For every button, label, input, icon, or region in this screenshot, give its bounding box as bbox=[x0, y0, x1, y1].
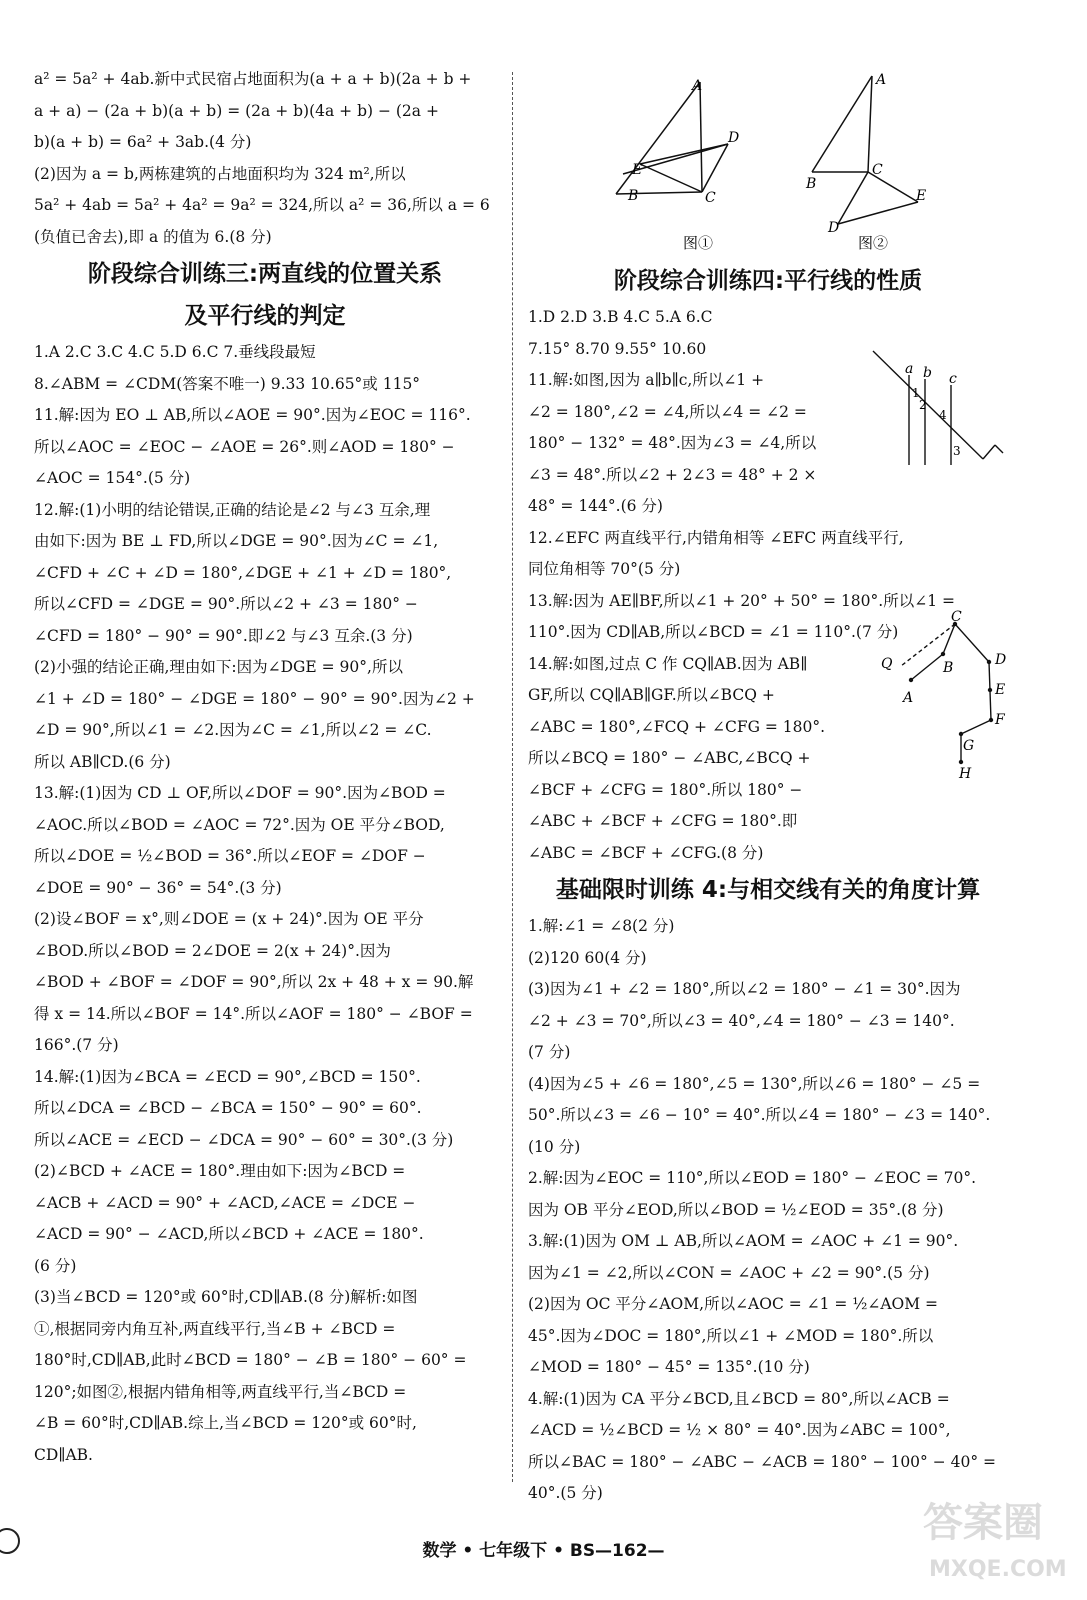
text-line: ∠ACB + ∠ACD = 90° + ∠ACD,∠ACE = ∠DCE − bbox=[34, 1193, 416, 1212]
text-line: 180° − 132° = 48°.因为∠3 = ∠4,所以 bbox=[528, 434, 817, 452]
text-line: 166°.(7 分) bbox=[34, 1036, 119, 1054]
text-line: (3)因为∠1 + ∠2 = 180°,所以∠2 = 180° − ∠1 = 30°.因为 bbox=[528, 980, 961, 998]
text-line: (2)小强的结论正确,理由如下:因为∠DGE = 90°,所以 bbox=[34, 658, 403, 676]
svg-text:3: 3 bbox=[953, 444, 961, 458]
text-line: 1.D 2.D 3.B 4.C 5.A 6.C bbox=[528, 308, 713, 326]
text-line: 2.解:因为∠EOC = 110°,所以∠EOD = 180° − ∠EOC = 70°. bbox=[528, 1169, 977, 1187]
fig1-label-d: D bbox=[728, 130, 740, 146]
text-line: ∠B = 60°时,CD∥AB.综上,当∠BCD = 120°或 60°时, bbox=[34, 1414, 417, 1432]
svg-text:c: c bbox=[949, 371, 957, 387]
text-line: (2)因为 OC 平分∠AOM,所以∠AOC = ∠1 = ½∠AOM = bbox=[528, 1295, 939, 1313]
text-line: 所以∠AOC = ∠EOC − ∠AOE = 26°.则∠AOD = 180° − bbox=[34, 437, 455, 456]
text-line: 因为 OB 平分∠EOD,所以∠BOD = ½∠EOD = 35°.(8 分) bbox=[528, 1200, 944, 1219]
text-line: 5a² + 4ab = 5a² + 4a² = 9a² = 324,所以 a² = 36,所以 a = 6 bbox=[34, 196, 490, 214]
text-line: 1.A 2.C 3.C 4.C 5.D 6.C 7.垂线段最短 bbox=[34, 343, 316, 361]
fig2-label-d: D bbox=[828, 220, 840, 236]
text-line: (6 分) bbox=[34, 1256, 77, 1275]
text-line: 13.解:因为 AE∥BF,所以∠1 + 20° + 50° = 180°.所以∠1 = bbox=[528, 591, 955, 610]
text-line: 所以 AB∥CD.(6 分) bbox=[34, 752, 171, 771]
text-line: ∠D = 90°,所以∠1 = ∠2.因为∠C = ∠1,所以∠2 = ∠C. bbox=[34, 721, 432, 739]
text-line: ∠ABC + ∠BCF + ∠CFG = 180°.即 bbox=[528, 812, 798, 830]
text-line: ∠CFD = 180° − 90° = 90°.即∠2 与∠3 互余.(3 分) bbox=[34, 626, 413, 645]
svg-text:Q: Q bbox=[881, 656, 893, 672]
section-heading: 基础限时训练 4:与相交线有关的角度计算 bbox=[555, 877, 981, 903]
svg-text:1: 1 bbox=[912, 386, 920, 400]
svg-text:4: 4 bbox=[939, 408, 947, 422]
text-line: (2)设∠BOF = x°,则∠DOE = (x + 24)°.因为 OE 平分 bbox=[34, 910, 424, 928]
text-line: 110°.因为 CD∥AB,所以∠BCD = ∠1 = 110°.(7 分) bbox=[528, 623, 899, 641]
fig1-caption: 图① bbox=[683, 234, 714, 252]
text-line: 12.∠EFC 两直线平行,内错角相等 ∠EFC 两直线平行, bbox=[528, 528, 904, 547]
fig1-label-c: C bbox=[705, 190, 716, 206]
text-line: ∠2 + ∠3 = 70°,所以∠3 = 40°,∠4 = 180° − ∠3 = 140°. bbox=[528, 1011, 955, 1030]
section-heading: 阶段综合训练三:两直线的位置关系 bbox=[87, 261, 443, 287]
svg-text:B: B bbox=[943, 660, 954, 676]
text-line: 13.解:(1)因为 CD ⊥ OF,所以∠DOF = 90°.因为∠BOD = bbox=[34, 784, 446, 802]
text-line: (3)当∠BCD = 120°或 60°时,CD∥AB.(8 分)解析:如图 bbox=[34, 1288, 418, 1306]
svg-text:答案圈: 答案圈 bbox=[923, 1500, 1043, 1546]
text-line: 所以∠BAC = 180° − ∠ABC − ∠ACB = 180° − 100° − 40° = bbox=[528, 1452, 997, 1471]
text-line: 8.∠ABM = ∠CDM(答案不唯一) 9.33 10.65°或 115° bbox=[34, 374, 421, 393]
page-footer: 数学 • 七年级下 • BS—162— bbox=[422, 1541, 665, 1561]
right-column bbox=[528, 64, 1008, 1510]
column-divider bbox=[512, 72, 513, 1482]
text-line: CD∥AB. bbox=[34, 1445, 93, 1464]
fig1-label-b: B bbox=[628, 188, 639, 204]
text-line: 12.解:(1)小明的结论错误,正确的结论是∠2 与∠3 互余,理 bbox=[34, 500, 431, 519]
text-line: ∠ACD = ½∠BCD = ½ × 80° = 40°.因为∠ABC = 100°, bbox=[528, 1421, 951, 1439]
text-line: 得 x = 14.所以∠BOF = 14°.所以∠AOF = 180° − ∠BOF = bbox=[34, 1004, 473, 1023]
text-line: ∠ACD = 90° − ∠ACD,所以∠BCD + ∠ACE = 180°. bbox=[34, 1225, 424, 1243]
text-line: 14.解:(1)因为∠BCA = ∠ECD = 90°,∠BCD = 150°. bbox=[34, 1067, 421, 1086]
text-line: 同位角相等 70°(5 分) bbox=[528, 560, 681, 578]
text-line: (2)120 60(4 分) bbox=[528, 948, 647, 967]
text-line: ∠BCF + ∠CFG = 180°.所以 180° − bbox=[528, 780, 803, 799]
svg-text:D: D bbox=[995, 652, 1007, 668]
figures-row bbox=[528, 64, 1008, 260]
fig2-caption: 图② bbox=[858, 234, 889, 252]
text-line: ∠DOE = 90° − 36° = 54°.(3 分) bbox=[34, 878, 282, 897]
text-line: 40°.(5 分) bbox=[528, 1484, 603, 1502]
text-line: ∠AOC.所以∠BOD = ∠AOC = 72°.因为 OE 平分∠BOD, bbox=[34, 815, 445, 834]
svg-text:b: b bbox=[923, 365, 932, 381]
text-line: (10 分) bbox=[528, 1137, 581, 1156]
section-heading: 及平行线的判定 bbox=[184, 303, 346, 329]
text-line: GF,所以 CQ∥AB∥GF.所以∠BCQ + bbox=[528, 686, 775, 704]
text-line: 7.15° 8.70 9.55° 10.60 bbox=[528, 339, 707, 358]
text-line: ∠AOC = 154°.(5 分) bbox=[34, 469, 191, 487]
text-line: 所以∠BCQ = 180° − ∠ABC,∠BCQ + bbox=[528, 749, 811, 767]
watermark-logo bbox=[919, 1488, 1069, 1588]
fig2-label-a: A bbox=[876, 72, 887, 88]
text-line: 因为∠1 = ∠2,所以∠CON = ∠AOC + ∠2 = 90°.(5 分) bbox=[528, 1263, 930, 1282]
left-column bbox=[34, 64, 496, 1471]
text-line: (2)∠BCD + ∠ACE = 180°.理由如下:因为∠BCD = bbox=[34, 1162, 406, 1180]
text-line: ∠BOD + ∠BOF = ∠DOF = 90°,所以 2x + 48 + x = 90.解 bbox=[34, 973, 474, 991]
svg-text:a: a bbox=[905, 361, 914, 377]
figure-2 bbox=[812, 76, 918, 224]
text-line: a + a) − (2a + b)(a + b) = (2a + b)(4a + b) − (2a + bbox=[34, 101, 439, 120]
svg-text:E: E bbox=[995, 682, 1006, 698]
text-line: 14.解:如图,过点 C 作 CQ∥AB.因为 AB∥ bbox=[528, 654, 808, 673]
text-line: ∠BOD.所以∠BOD = 2∠DOE = 2(x + 24)°.因为 bbox=[34, 941, 391, 960]
text-line: ∠3 = 48°.所以∠2 + 2∠3 = 48° + 2 × bbox=[528, 465, 817, 484]
triangle-figures bbox=[528, 64, 1008, 260]
svg-text:2: 2 bbox=[919, 398, 927, 412]
svg-text:H: H bbox=[959, 766, 972, 782]
text-line: 11.解:如图,因为 a∥b∥c,所以∠1 + bbox=[528, 371, 765, 389]
text-line: 所以∠CFD = ∠DGE = 90°.所以∠2 + ∠3 = 180° − bbox=[34, 595, 418, 613]
text-line: 180°时,CD∥AB,此时∠BCD = 180° − ∠B = 180° − 60° = bbox=[34, 1351, 467, 1369]
svg-text:F: F bbox=[995, 712, 1005, 728]
svg-text:G: G bbox=[963, 738, 975, 754]
text-line: 48° = 144°.(6 分) bbox=[528, 497, 663, 515]
text-line: ∠ABC = 180°,∠FCQ + ∠CFG = 180°. bbox=[528, 717, 826, 736]
svg-text:C: C bbox=[951, 609, 962, 625]
fig1-label-e: E bbox=[632, 162, 643, 178]
svg-text:A: A bbox=[903, 690, 914, 706]
text-line: (2)因为 a = b,两栋建筑的占地面积均为 324 m²,所以 bbox=[34, 164, 406, 183]
text-line: ∠2 = 180°,∠2 = ∠4,所以∠4 = ∠2 = bbox=[528, 402, 807, 421]
fig2-label-b: B bbox=[806, 176, 817, 192]
text-line: a² = 5a² + 4ab.新中式民宿占地面积为(a + a + b)(2a + b + bbox=[34, 70, 472, 88]
text-line: 120°;如图②,根据内错角相等,两直线平行,当∠BCD = bbox=[34, 1382, 407, 1401]
text-line: ∠ABC = ∠BCF + ∠CFG.(8 分) bbox=[528, 843, 764, 862]
text-line: ①,根据同旁内角互补,两直线平行,当∠B + ∠BCD = bbox=[34, 1319, 396, 1338]
fig2-label-e: E bbox=[916, 188, 927, 204]
section-heading: 阶段综合训练四:平行线的性质 bbox=[613, 268, 923, 294]
text-line: 所以∠DCA = ∠BCD − ∠BCA = 150° − 90° = 60°. bbox=[34, 1099, 422, 1117]
text-line: 3.解:(1)因为 OM ⊥ AB,所以∠AOM = ∠AOC + ∠1 = 90°. bbox=[528, 1232, 959, 1250]
svg-text:MXQE.COM: MXQE.COM bbox=[929, 1557, 1067, 1582]
text-line: 由如下:因为 BE ⊥ FD,所以∠DGE = 90°.因为∠C = ∠1, bbox=[34, 532, 439, 550]
text-line: 4.解:(1)因为 CA 平分∠BCD,且∠BCD = 80°,所以∠ACB = bbox=[528, 1389, 950, 1408]
text-line: 1.解:∠1 = ∠8(2 分) bbox=[528, 917, 675, 935]
text-line: ∠1 + ∠D = 180° − ∠DGE = 180° − 90° = 90°.因为∠2 + bbox=[34, 689, 475, 708]
text-line: 45°.因为∠DOC = 180°,所以∠1 + ∠MOD = 180°.所以 bbox=[528, 1326, 934, 1345]
fig1-label-a: A bbox=[692, 78, 703, 94]
text-line: (负值已舍去),即 a 的值为 6.(8 分) bbox=[34, 227, 272, 246]
broken-line-figure bbox=[873, 609, 1013, 782]
text-line: 11.解:因为 EO ⊥ AB,所以∠AOE = 90°.因为∠EOC = 116°. bbox=[34, 406, 471, 424]
text-line: b)(a + b) = 6a² + 3ab.(4 分) bbox=[34, 133, 252, 151]
text-line: (4)因为∠5 + ∠6 = 180°,∠5 = 130°,所以∠6 = 180° − ∠5 = bbox=[528, 1074, 981, 1093]
text-line: ∠MOD = 180° − 45° = 135°.(10 分) bbox=[528, 1358, 810, 1376]
text-line: 所以∠ACE = ∠ECD − ∠DCA = 90° − 60° = 30°.(3 分) bbox=[34, 1130, 454, 1149]
text-line: (7 分) bbox=[528, 1043, 571, 1061]
fig2-label-c: C bbox=[872, 162, 883, 178]
text-line: 50°.所以∠3 = ∠6 − 10° = 40°.所以∠4 = 180° − ∠3 = 140°. bbox=[528, 1106, 991, 1124]
parallel-lines-figure bbox=[873, 349, 1003, 469]
text-line: 所以∠DOE = ½∠BOD = 36°.所以∠EOF = ∠DOF − bbox=[34, 847, 426, 865]
text-line: ∠CFD + ∠C + ∠D = 180°,∠DGE + ∠1 + ∠D = 180°, bbox=[34, 563, 452, 582]
